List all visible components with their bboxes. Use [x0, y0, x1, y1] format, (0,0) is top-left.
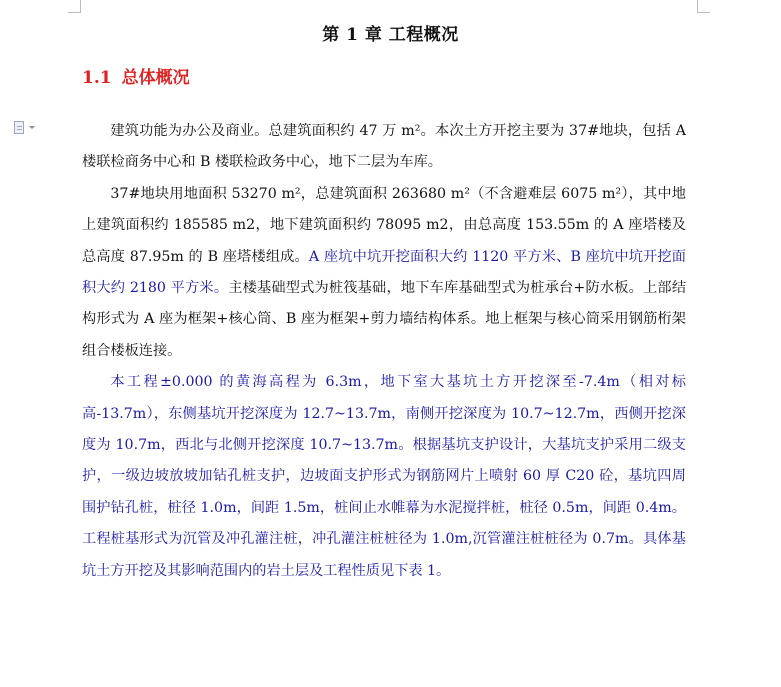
text-run: 主楼基础型式为桩筏基础，地下车库基础型式为桩承台+防水板。上部结构形式为 A 座为框架+核心筒、B 座为框架+剪力墙结构体系。地上框架与核心筒采用钢筋桁架组合楼板连接。 [82, 280, 687, 359]
paragraph [82, 179, 686, 367]
chapter-title: 第 1 章 工程概况 [322, 25, 459, 45]
text-run-highlight: 本工程±0.000 的黄海高程为 6.3m，地下室大基坑土方开挖深至-7.4m（相对标高-13.7m），东侧基坑开挖深度为 12.7~13.7m，南侧开挖深度为 10.7~12.7m，西侧开挖深度为 10.7m，西北与北侧开挖深度 10.7~13.7m。根据基坑支护设计，大基坑支护采用二级支护，一级边坡放坡加钻孔桩支护，边坡面支护形式为钢筋网片上喷射 60 厚 C20 砼，基坑四周围护钻孔桩，桩径 1.0m，间距 1.5m，桩间止水帷幕为水泥搅拌桩，桩径 0.5m，间距 0.4m。工程桩基形式为沉管及冲孔灌注桩，冲孔灌注桩桩径为 1.0m,沉管灌注桩桩径为 0.7m。具体基坑土方开挖及其影响范围内的岩土层及工程性质见下表 1。 [82, 374, 686, 579]
paragraph [82, 367, 686, 587]
chevron-down-icon [29, 126, 35, 129]
paragraph [82, 116, 686, 179]
page-corner-mark-right [697, 0, 710, 13]
page-corner-mark-left [68, 0, 81, 13]
body-text [82, 116, 686, 587]
section-number: 1.1 [82, 68, 112, 88]
section-heading [82, 63, 190, 88]
section-title: 总体概况 [121, 68, 190, 88]
text-run: 37#地块用地面积 53270 m²，总建筑面积 263680 m²（不含避难层 6075 m²），其中地上建筑面积约 185585 m2，地下建筑面积约 78095 m2，由总高度 153.55m 的 A 座塔楼及总高度 87.95m 的 B 座塔楼组成。 [82, 185, 686, 265]
text-run: 建筑功能为办公及商业。总建筑面积约 47 万 m²。本次土方开挖主要为 37#地块，包括 A 楼联检商务中心和 B 楼联检政务中心，地下二层为车库。 [82, 123, 686, 171]
document-paste-icon[interactable] [14, 121, 38, 135]
text-run-highlight: A 座坑中坑开挖面积大约 1120 平方米、B 座坑中坑开挖面积大约 2180 平方米。 [82, 248, 686, 297]
